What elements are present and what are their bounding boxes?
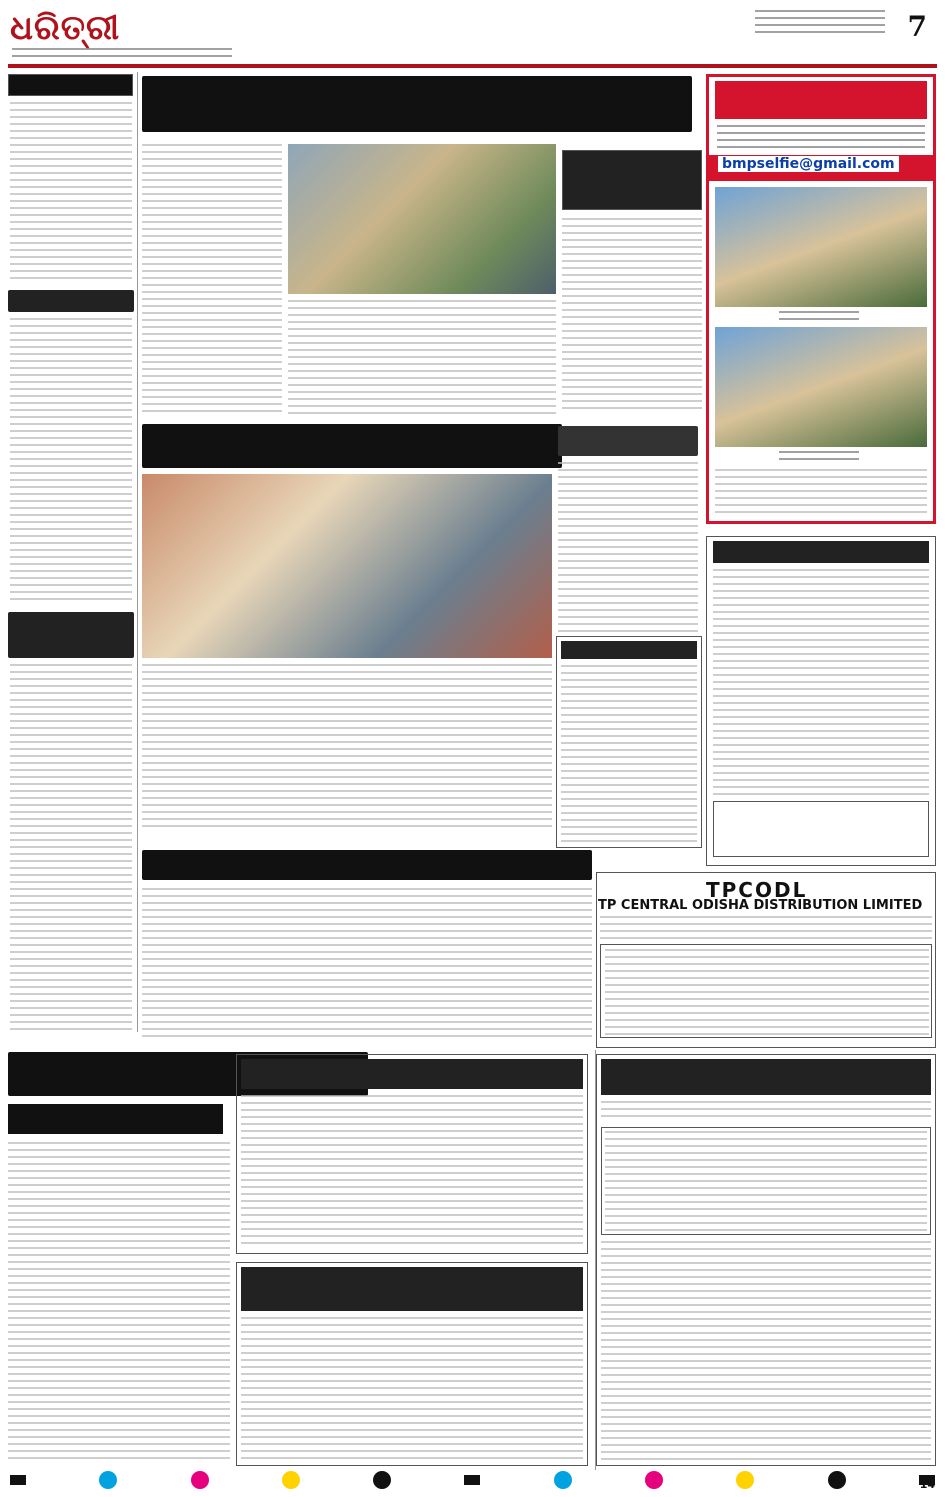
eprocurement-header [241, 1267, 583, 1311]
jharkhand-subheader [601, 1101, 931, 1121]
selfie-ad-header [715, 81, 927, 119]
lead-text-col3 [562, 218, 702, 414]
left-story2-headline [8, 612, 134, 658]
black-dot [373, 1471, 391, 1489]
jharkhand-table [601, 1127, 931, 1235]
jharkhand-tender [596, 1054, 936, 1466]
side-headline [558, 426, 698, 456]
election-text [8, 1142, 230, 1460]
side-text [558, 462, 698, 632]
public-notice-text [561, 665, 697, 843]
selfie-footer-text [715, 469, 927, 517]
selfie-caption-2 [779, 451, 859, 461]
dateline-placeholder [12, 48, 232, 60]
eprocurement-notice [236, 1262, 588, 1466]
column-divider [137, 72, 138, 1032]
registration-mark [10, 1475, 26, 1485]
public-notice-ad [556, 636, 702, 848]
black-dot [828, 1471, 846, 1489]
railway-notice-header [713, 541, 929, 563]
lead-highlights [562, 150, 702, 210]
city-placeholder [755, 10, 885, 38]
tpcodl-company-name: TP CENTRAL ODISHA DISTRIBUTION LIMITED [598, 898, 923, 913]
corrigendum-notice [236, 1054, 588, 1254]
yellow-dot [282, 1471, 300, 1489]
third-text [142, 888, 592, 1038]
masthead-logo: ଧରିତ୍ରୀ [10, 8, 121, 48]
yellow-dot [736, 1471, 754, 1489]
cyan-dot [99, 1471, 117, 1489]
briefs-text [10, 102, 132, 282]
corrigendum-text [241, 1095, 583, 1245]
election-subhead [8, 1104, 223, 1134]
selfie-photo-1 [715, 187, 927, 307]
railway-notice-table [713, 801, 929, 857]
left-story2-text [10, 664, 132, 1034]
tpcodl-logo: TPCODL [706, 878, 808, 902]
railway-notice-text [713, 569, 929, 795]
lead-photo [288, 144, 556, 294]
third-headline [142, 850, 592, 880]
selfie-email: bmpselfie@gmail.com [718, 156, 899, 172]
briefs-header [8, 74, 133, 96]
eprocurement-text [241, 1317, 583, 1461]
corrigendum-header [241, 1059, 583, 1089]
registration-mark [464, 1475, 480, 1485]
footer-page-number: 14 [919, 1478, 935, 1491]
railway-notice [706, 536, 936, 866]
tpcodl-table-text [605, 949, 929, 1035]
jharkhand-table-text [605, 1131, 927, 1231]
second-photo [142, 474, 552, 658]
tpcodl-intro-text [600, 916, 932, 940]
second-text [142, 664, 552, 832]
jharkhand-text [601, 1241, 931, 1461]
lead-text-col2 [288, 300, 556, 414]
lead-text-col1 [142, 144, 282, 414]
masthead-rule [8, 64, 937, 68]
tpcodl-table [600, 944, 932, 1038]
jharkhand-header [601, 1059, 931, 1095]
page-number: 7 [907, 10, 927, 43]
selfie-caption-1 [779, 311, 859, 321]
selfie-photo-2 [715, 327, 927, 447]
second-headline [142, 424, 562, 468]
public-notice-header [561, 641, 697, 659]
cyan-dot [554, 1471, 572, 1489]
lead-headline [142, 76, 692, 132]
left-story-headline [8, 290, 134, 312]
left-story-text [10, 318, 132, 603]
print-registration-bar [10, 1471, 935, 1489]
selfie-ad-title [717, 125, 925, 153]
selfie-ad [706, 74, 936, 524]
magenta-dot [191, 1471, 209, 1489]
magenta-dot [645, 1471, 663, 1489]
